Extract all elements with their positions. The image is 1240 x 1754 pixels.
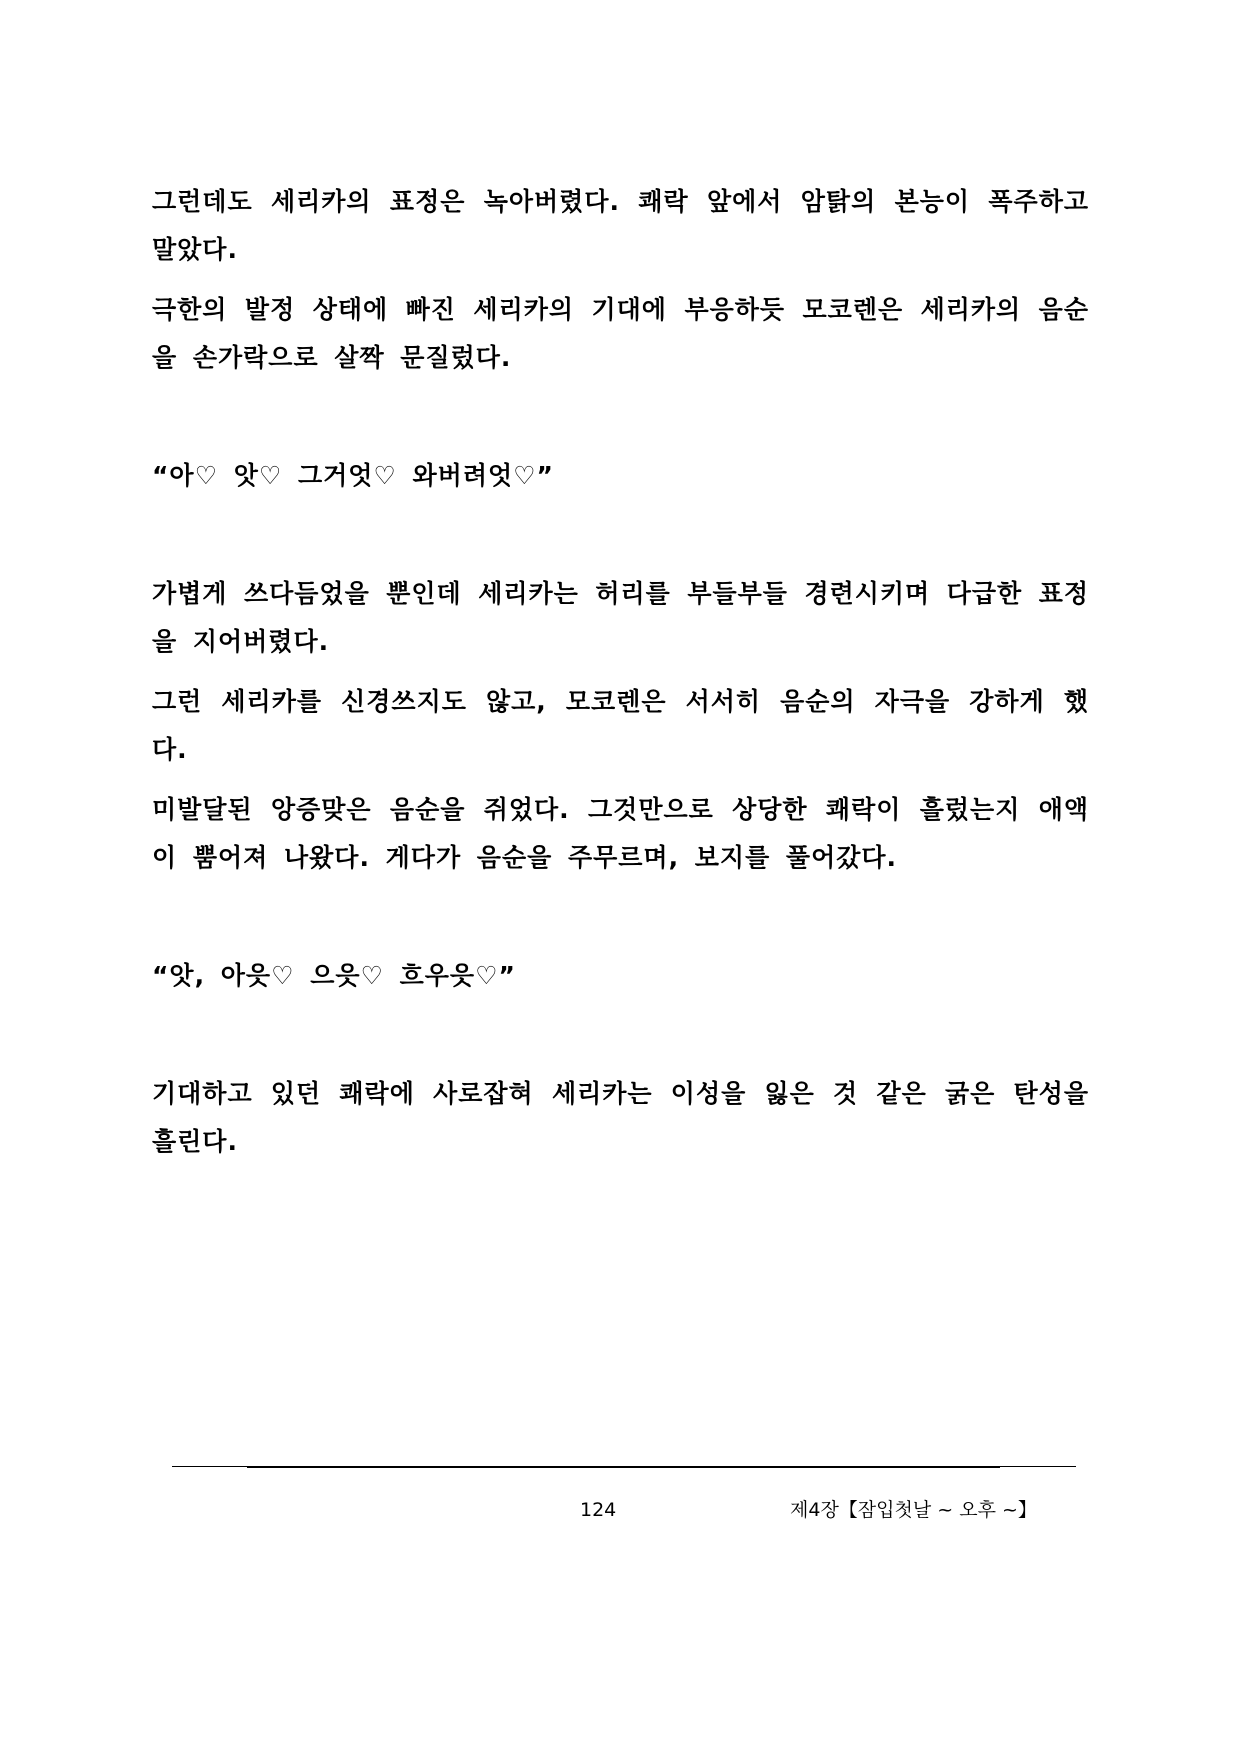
chapter-title: 제4장【잠입첫날 ~ 오후 ~】 — [790, 1499, 1037, 1521]
paragraph-gap — [152, 512, 1089, 570]
body-text — [152, 178, 1089, 1178]
paragraph: 그런데도 세리카의 표정은 녹아버렸다. 쾌락 앞에서 암탉의 본능이 폭주하고 말았다. — [152, 187, 1089, 264]
paragraph: 미발달된 앙증맞은 음순을 쥐었다. 그것만으로 상당한 쾌락이 흘렀는지 애액이 뿜어져 나왔다. 게다가 음순을 주무르며, 보지를 풀어갔다. — [152, 795, 1089, 872]
paragraph-gap — [152, 894, 1089, 952]
dialogue-line: “앗, 아읏♡ 으읏♡ 흐우읏♡” — [152, 961, 516, 990]
footer-rule-bold — [247, 1466, 1000, 1468]
paragraph: 가볍게 쓰다듬었을 뿐인데 세리카는 허리를 부들부들 경련시키며 다급한 표정을 지어버렸다. — [152, 579, 1089, 656]
paragraph: 극한의 발정 상태에 빠진 세리카의 기대에 부응하듯 모코렌은 세리카의 음순을 손가락으로 살짝 문질렀다. — [152, 295, 1089, 372]
paragraph-gap — [152, 1012, 1089, 1070]
paragraph: 기대하고 있던 쾌락에 사로잡혀 세리카는 이성을 잃은 것 같은 굵은 탄성을 흘린다. — [152, 1079, 1089, 1156]
paragraph: 그런 세리카를 신경쓰지도 않고, 모코렌은 서서히 음순의 자극을 강하게 했다. — [152, 687, 1089, 764]
dialogue-line: “아♡ 앗♡ 그거엇♡ 와버려엇♡” — [152, 461, 554, 490]
paragraph-gap — [152, 394, 1089, 452]
page-number: 124 — [580, 1499, 617, 1521]
